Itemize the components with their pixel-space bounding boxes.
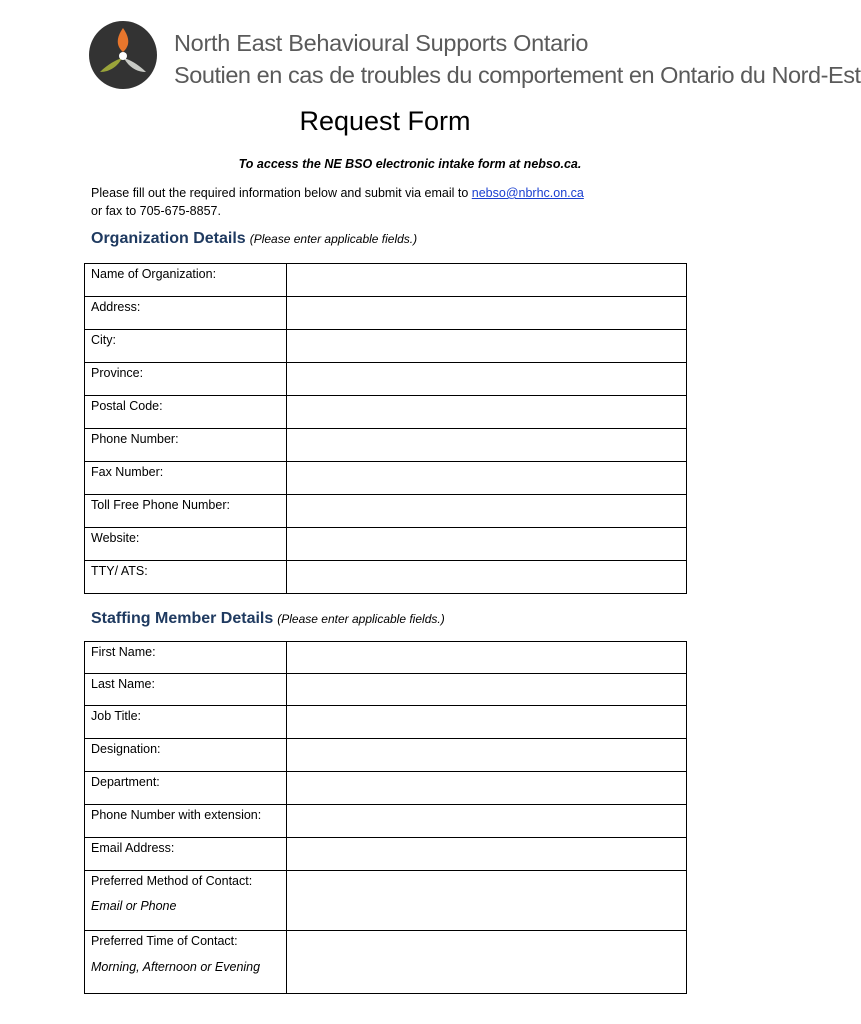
staff-label-designation: Designation:	[85, 739, 287, 772]
staff-first-name-field[interactable]	[287, 642, 687, 674]
letterhead	[88, 20, 861, 95]
staff-label-contact-method: Preferred Method of Contact: Email or Phone	[85, 871, 287, 931]
staff-label-phone-ext: Phone Number with extension:	[85, 805, 287, 838]
org-label-phone: Phone Number:	[85, 429, 287, 462]
table-row	[85, 674, 687, 706]
table-row	[85, 462, 687, 495]
organization-table	[84, 263, 687, 594]
org-label-fax: Fax Number:	[85, 462, 287, 495]
staffing-heading: Staffing Member Details	[91, 610, 274, 627]
staffing-note: (Please enter applicable fields.)	[277, 612, 445, 626]
staff-label-contact-time: Preferred Time of Contact: Morning, Afternoon or Evening	[85, 931, 287, 994]
staffing-table	[84, 641, 687, 994]
org-label-postal-code: Postal Code:	[85, 396, 287, 429]
org-postal-code-field[interactable]	[287, 396, 687, 429]
org-toll-free-field[interactable]	[287, 495, 687, 528]
org-name-field[interactable]	[287, 264, 687, 297]
org-label-tty: TTY/ ATS:	[85, 561, 287, 594]
organization-name-french: Soutien en cas de troubles du comportement en Ontario du Nord-Est	[174, 62, 861, 88]
table-row	[85, 297, 687, 330]
staff-email-field[interactable]	[287, 838, 687, 871]
staff-label-last-name: Last Name:	[85, 674, 287, 706]
table-row	[85, 642, 687, 674]
intro-text-before: Please fill out the required information below and submit via email to	[91, 186, 472, 200]
staff-contact-method-field[interactable]	[287, 871, 687, 931]
org-label-address: Address:	[85, 297, 287, 330]
staff-label-first-name: First Name:	[85, 642, 287, 674]
org-label-name: Name of Organization:	[85, 264, 287, 297]
staffing-section-heading	[91, 610, 445, 628]
table-row	[85, 706, 687, 739]
organization-section-heading	[91, 230, 417, 248]
intro-line2: or fax to 705-675-8857.	[91, 204, 221, 218]
staff-contact-time-field[interactable]	[287, 931, 687, 994]
organization-heading: Organization Details	[91, 230, 246, 247]
contact-time-hint: Morning, Afternoon or Evening	[91, 960, 261, 974]
table-row	[85, 838, 687, 871]
org-city-field[interactable]	[287, 330, 687, 363]
staff-phone-ext-field[interactable]	[287, 805, 687, 838]
table-row	[85, 739, 687, 772]
table-row	[85, 495, 687, 528]
org-label-city: City:	[85, 330, 287, 363]
table-row	[85, 363, 687, 396]
table-row	[85, 871, 687, 931]
page-title: Request Form	[299, 106, 471, 136]
table-row	[85, 396, 687, 429]
email-link[interactable]: nebso@nbrhc.on.ca	[471, 186, 584, 200]
org-fax-field[interactable]	[287, 462, 687, 495]
org-province-field[interactable]	[287, 363, 687, 396]
staff-department-field[interactable]	[287, 772, 687, 805]
table-row	[85, 772, 687, 805]
organization-name-english: North East Behavioural Supports Ontario	[174, 30, 589, 56]
table-row	[85, 429, 687, 462]
table-row	[85, 931, 687, 994]
org-label-province: Province:	[85, 363, 287, 396]
staff-label-department: Department:	[85, 772, 287, 805]
intro-text	[91, 184, 584, 220]
org-phone-field[interactable]	[287, 429, 687, 462]
staff-label-email: Email Address:	[85, 838, 287, 871]
org-address-field[interactable]	[287, 297, 687, 330]
org-website-field[interactable]	[287, 528, 687, 561]
staff-last-name-field[interactable]	[287, 674, 687, 706]
contact-method-hint: Email or Phone	[91, 899, 177, 913]
table-row	[85, 264, 687, 297]
table-row	[85, 528, 687, 561]
table-row	[85, 805, 687, 838]
org-label-toll-free: Toll Free Phone Number:	[85, 495, 287, 528]
org-tty-field[interactable]	[287, 561, 687, 594]
subtitle: To access the NE BSO electronic intake form at nebso.ca.	[238, 157, 582, 171]
table-row	[85, 561, 687, 594]
organization-note: (Please enter applicable fields.)	[249, 232, 418, 246]
staff-job-title-field[interactable]	[287, 706, 687, 739]
nebso-logo-icon	[88, 20, 158, 90]
staff-designation-field[interactable]	[287, 739, 687, 772]
org-label-website: Website:	[85, 528, 287, 561]
table-row	[85, 330, 687, 363]
staff-label-job-title: Job Title:	[85, 706, 287, 739]
